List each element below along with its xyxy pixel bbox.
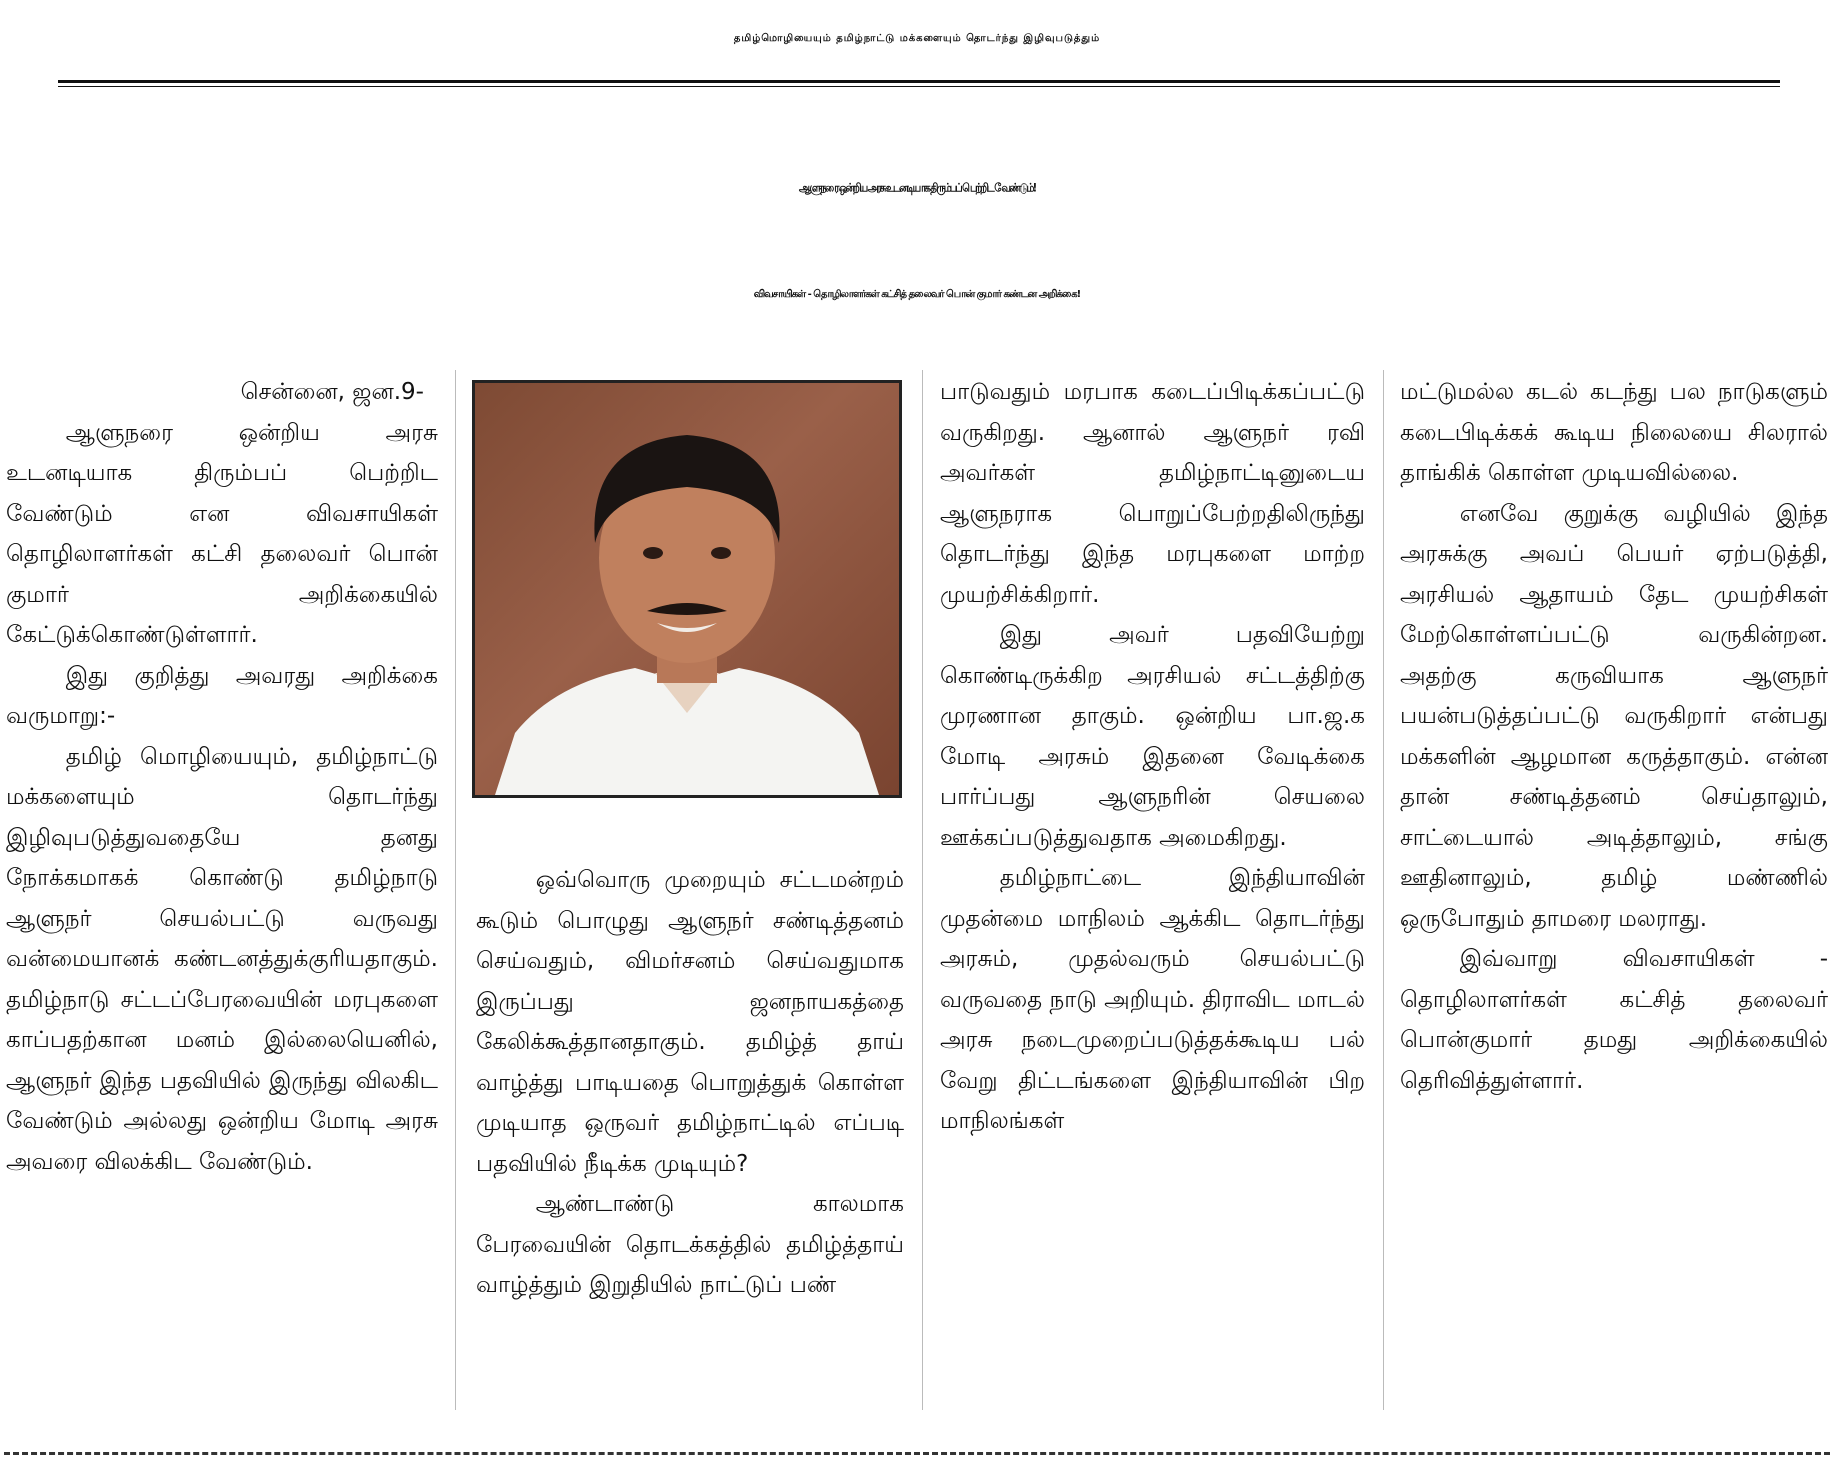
- article-column-4: [1400, 372, 1828, 1101]
- paragraph: தமிழ்நாட்டை இந்தியாவின் முதன்மை மாநிலம் ஆக்கிட தொடர்ந்து அரசும், முதல்வரும் செயல்பட்டு வருவதை நாடு அறியும். திராவிட மாடல் அரசு நடைமுறைப்படுத்தக்கூடிய பல் வேறு திட்டங்களை இந்தியாவின் பிற மாநிலங்கள்: [940, 865, 1365, 1134]
- column-rule-3: [1383, 370, 1384, 1410]
- article-column-1: [6, 372, 438, 1182]
- paragraph: ஆளுநரை ஒன்றிய அரசு உடனடியாக திரும்பப் பெற்றிட வேண்டும் என விவசாயிகள் தொழிலாளர்கள் கட்சி தலைவர் பொன் குமார் அறிக்கையில் கேட்டுக்கொண்டுள்ளார்.: [6, 419, 438, 648]
- paragraph: தமிழ் மொழியையும், தமிழ்நாட்டு மக்களையும் தொடர்ந்து இழிவுபடுத்துவதையே தனது நோக்கமாகக் கொண்டு தமிழ்நாடு ஆளுநர் செயல்பட்டு வருவது வன்மையானக் கண்டனத்துக்குரியதாகும். தமிழ்நாடு சட்டப்பேரவையின் மரபுகளை காப்பதற்கான மனம் இல்லையெனில், ஆளுநர் இந்த பதவியில் இருந்து விலகிட வேண்டும் அல்லது ஒன்றிய மோடி அரசு அவரை விலக்கிட வேண்டும்.: [6, 743, 438, 1175]
- paragraph: இது குறித்து அவரது அறிக்கை வருமாறு:-: [6, 662, 438, 729]
- kicker-headline: தமிழ்மொழியையும் தமிழ்நாட்டு மக்களையும் தொடர்ந்து இழிவுபடுத்தும்: [733, 33, 1101, 44]
- article-column-2: [476, 860, 904, 1306]
- article-column-3: [940, 372, 1365, 1142]
- portrait-photo: [472, 380, 902, 798]
- paragraph: மட்டுமல்ல கடல் கடந்து பல நாடுகளும் கடைபிடிக்கக் கூடிய நிலையை சிலரால் தாங்கிக் கொள்ள முடியவில்லை.: [1400, 379, 1828, 486]
- main-headline: ஆளுநரை ஒன்றிய அரசு உடனடியாக திரும்பப் பெற்றிட வேண்டும்!: [798, 182, 1036, 195]
- person-portrait-icon: [475, 383, 899, 795]
- paragraph: இவ்வாறு விவசாயிகள் - தொழிலாளர்கள் கட்சித் தலைவர் பொன்குமார் தமது அறிக்கையில் தெரிவித்துள்ளார்.: [1400, 946, 1828, 1094]
- paragraph: ஆண்டாண்டு காலமாக பேரவையின் தொடக்கத்தில் தமிழ்த்தாய் வாழ்த்தும் இறுதியில் நாட்டுப் பண்: [476, 1191, 904, 1298]
- dateline: சென்னை, ஜன.9-: [240, 379, 424, 405]
- headline-top-rule-bottom: [58, 86, 1780, 87]
- headline-top-rule: [58, 80, 1780, 83]
- bottom-dashed-rule: [4, 1452, 1830, 1455]
- paragraph: எனவே குறுக்கு வழியில் இந்த அரசுக்கு அவப் பெயர் ஏற்படுத்தி, அரசியல் ஆதாயம் தேட முயற்சிகள் மேற்கொள்ளப்பட்டு வருகின்றன. அதற்கு கருவியாக ஆளுநர் பயன்படுத்தப்பட்டு வருகிறார் என்பது மக்களின் ஆழமான கருத்தாகும். என்ன தான் சண்டித்தனம் செய்தாலும், சாட்டையால் அடித்தாலும், சங்கு ஊதினாலும், தமிழ் மண்ணில் ஒருபோதும் தாமரை மலராது.: [1400, 500, 1828, 932]
- paragraph: ஒவ்வொரு முறையும் சட்டமன்றம் கூடும் பொழுது ஆளுநர் சண்டித்தனம் செய்வதும், விமர்சனம் செய்வதுமாக இருப்பது ஜனநாயகத்தை கேலிக்கூத்தானதாகும். தமிழ்த் தாய் வாழ்த்து பாடியதை பொறுத்துக் கொள்ள முடியாத ஒருவர் தமிழ்நாட்டில் எப்படி பதவியில் நீடிக்க முடியும்?: [476, 867, 904, 1177]
- paragraph: இது அவர் பதவியேற்று கொண்டிருக்கிற அரசியல் சட்டத்திற்கு முரணான தாகும். ஒன்றிய பா.ஜ.க மோடி அரசும் இதனை வேடிக்கை பார்ப்பது ஆளுநரின் செயலை ஊக்கப்படுத்துவதாக அமைகிறது.: [940, 622, 1365, 851]
- paragraph: பாடுவதும் மரபாக கடைப்பிடிக்கப்பட்டு வருகிறது. ஆனால் ஆளுநர் ரவி அவர்கள் தமிழ்நாட்டினுடைய ஆளுநராக பொறுப்பேற்றதிலிருந்து தொடர்ந்து இந்த மரபுகளை மாற்ற முயற்சிக்கிறார்.: [940, 379, 1365, 608]
- column-rule-2: [922, 370, 923, 1410]
- subheadline: விவசாயிகள் - தொழிலாளர்கள் கட்சித் தலைவர் பொன் குமார் கண்டன அறிக்கை!: [753, 289, 1081, 300]
- column-rule-1: [455, 370, 456, 1410]
